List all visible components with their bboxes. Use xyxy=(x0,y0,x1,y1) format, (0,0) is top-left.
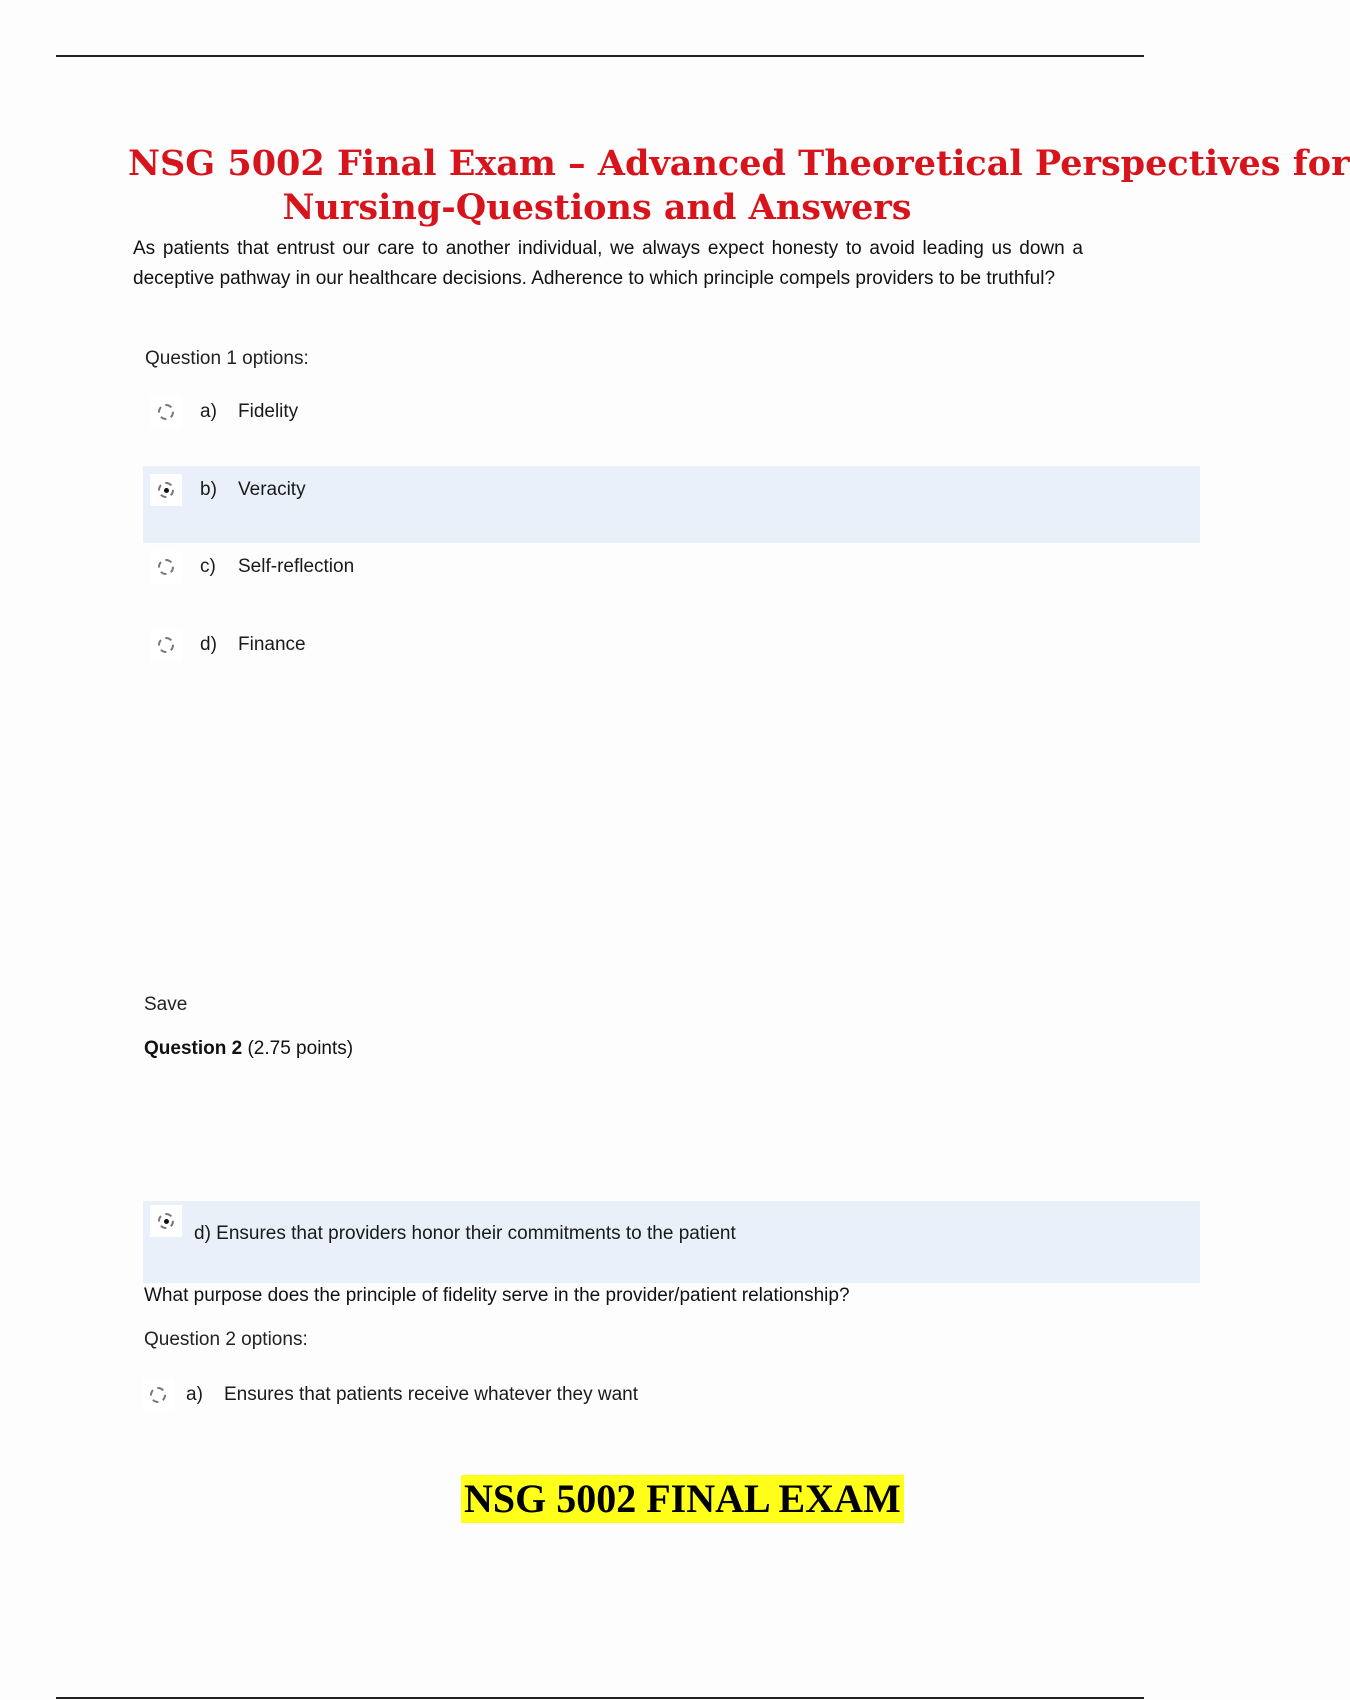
option-letter: c) xyxy=(200,556,216,577)
option-text: Self-reflection xyxy=(238,556,355,577)
question-1-option-b[interactable] xyxy=(150,475,306,505)
option-text: Finance xyxy=(238,634,306,655)
radio-button-selected-icon[interactable] xyxy=(158,1213,174,1229)
question-2-option-a[interactable] xyxy=(142,1380,638,1410)
option-text: Ensures that patients receive whatever they want xyxy=(224,1384,639,1405)
option-letter: a) xyxy=(186,1384,203,1405)
radio-button-icon[interactable] xyxy=(158,637,174,653)
question-2-prompt: What purpose does the principle of fidelity serve in the provider/patient relationship? xyxy=(144,1285,850,1306)
exam-title-badge: NSG 5002 FINAL EXAM xyxy=(461,1475,904,1523)
title-line-1: NSG 5002 Final Exam – Advanced Theoretical Perspectives for xyxy=(128,143,1350,184)
save-link[interactable]: Save xyxy=(144,994,188,1015)
option-letter: d) xyxy=(200,634,217,655)
radio-button-icon[interactable] xyxy=(158,559,174,575)
question-2-selected-answer[interactable] xyxy=(150,1205,736,1245)
option-letter: a) xyxy=(200,401,217,422)
question-2-options-label: Question 2 options: xyxy=(144,1329,308,1350)
question-2-heading xyxy=(144,1038,353,1060)
document-title xyxy=(128,142,1350,230)
question-2-number: Question 2 xyxy=(144,1038,243,1059)
question-1-prompt: As patients that entrust our care to another individual, we always expect honesty to avoid leading us down a deceptive pathway in our healthcare decisions. Adherence to which principle compels providers to be truthful? xyxy=(133,238,1083,289)
title-line-2: Nursing-Questions and Answers xyxy=(282,187,912,228)
radio-button-selected-icon[interactable] xyxy=(158,482,174,498)
bottom-divider xyxy=(56,1697,1144,1699)
top-divider xyxy=(56,55,1144,57)
option-text: Veracity xyxy=(238,479,306,500)
option-text: Fidelity xyxy=(238,401,299,422)
radio-button-icon[interactable] xyxy=(158,404,174,420)
question-1-option-a[interactable] xyxy=(150,397,298,427)
selected-answer-text: d) Ensures that providers honor their commitments to the patient xyxy=(194,1223,736,1244)
question-1-option-c[interactable] xyxy=(150,552,354,582)
radio-button-icon[interactable] xyxy=(150,1387,166,1403)
question-1-options-label: Question 1 options: xyxy=(145,348,309,369)
question-2-points: (2.75 points) xyxy=(247,1038,354,1059)
option-letter: b) xyxy=(200,479,217,500)
question-1-option-d[interactable] xyxy=(150,630,306,660)
